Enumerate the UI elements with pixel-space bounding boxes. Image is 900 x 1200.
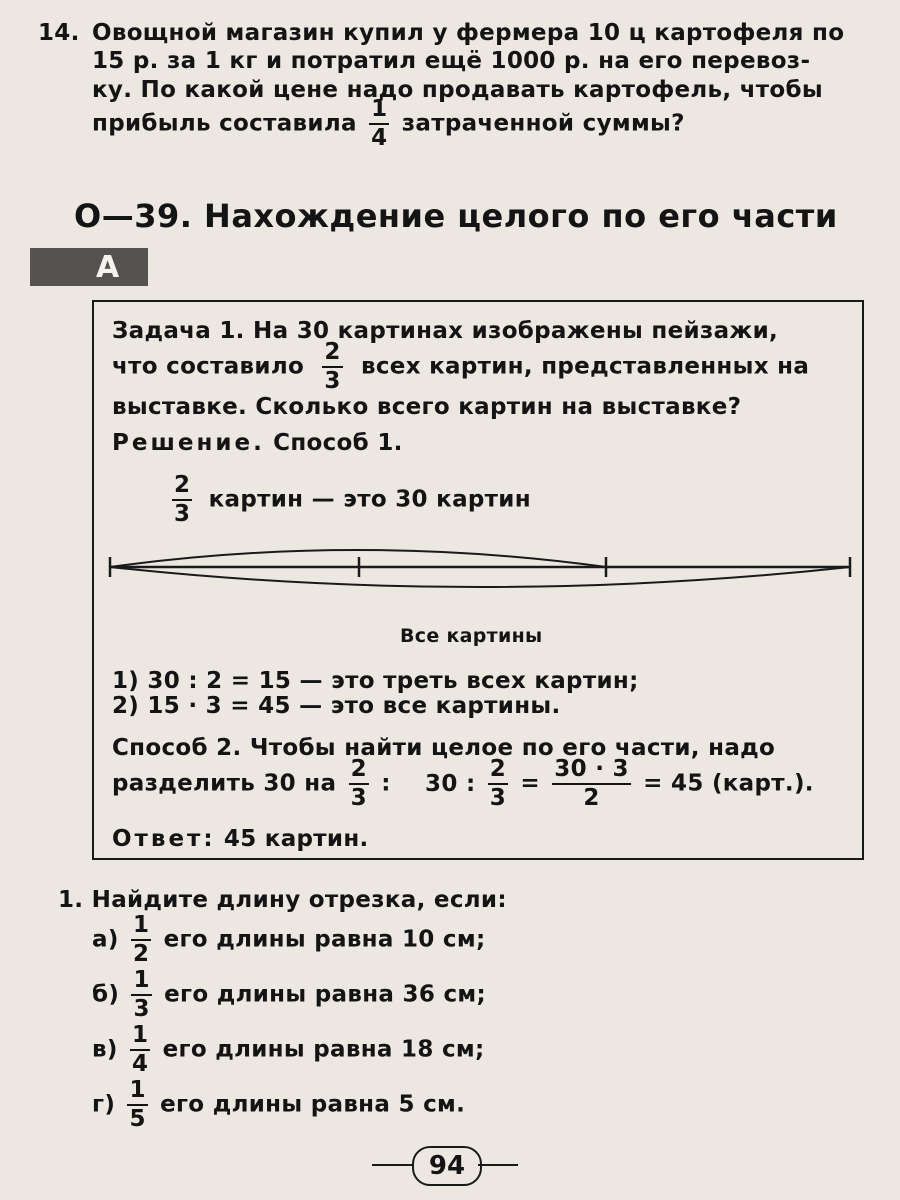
calc-fraction-1: $\frac{2}{3}$ xyxy=(489,756,507,811)
diagram-top-label xyxy=(172,474,531,526)
diagram-bottom-label: Все картины xyxy=(400,625,543,647)
answer-label: Ответ: xyxy=(112,826,216,852)
problem-14-line-3: ку. По какой цене надо продавать картофель, чтобы xyxy=(92,77,823,103)
task-1-line-2-pre: что составило xyxy=(112,353,305,380)
answer-text: 45 картин. xyxy=(223,826,369,852)
exercise-item-g xyxy=(92,1079,465,1131)
page-number: 94 xyxy=(412,1146,482,1186)
calc-result: = 45 (карт.). xyxy=(643,770,814,797)
whole-brace xyxy=(110,567,850,587)
exercise-item-letter: в) xyxy=(92,1036,118,1063)
calc-fraction-2: $\frac{30 \cdot 3}{2}$ xyxy=(554,756,629,811)
solution-heading xyxy=(112,430,403,456)
method-2-colon: : xyxy=(381,770,391,797)
calc-pre: 30 : xyxy=(425,770,476,797)
method-2-label: Способ 2. xyxy=(112,735,242,761)
method-2-fraction: $\frac{2}{3}$ xyxy=(350,756,367,811)
calc-equals: = xyxy=(520,770,540,797)
exercise-item-a xyxy=(92,914,485,966)
exercise-item-letter: г) xyxy=(92,1091,116,1118)
fraction-one-quarter: $\frac{1}{4}$ xyxy=(371,96,388,151)
exercise-item-fraction: $\frac{1}{2}$ xyxy=(132,912,150,967)
problem-14-number: 14. xyxy=(38,20,80,46)
diagram-top-text: картин — это 30 картин xyxy=(208,486,531,513)
section-title: О—39. Нахождение целого по его части xyxy=(74,197,838,235)
problem-14-line-4 xyxy=(92,98,685,150)
task-1-label: Задача 1. xyxy=(112,318,245,344)
page-number-rule-left xyxy=(372,1164,412,1166)
method-2-line-2-pre: разделить 30 на xyxy=(112,770,337,797)
solution-label: Решение. xyxy=(112,430,265,456)
method-2-line-2 xyxy=(112,758,814,810)
exercise-item-text: его длины равна 36 см; xyxy=(164,981,486,1008)
method-2-line-1-text: Чтобы найти целое по его части, надо xyxy=(249,735,776,761)
problem-14-line-2: 15 р. за 1 кг и потратил ещё 1000 р. на его перевоз- xyxy=(92,48,811,74)
problem-14-line-4-pre: прибыль составила xyxy=(92,110,357,137)
level-badge-label: А xyxy=(96,250,120,285)
problem-14-line-4-post: затраченной суммы? xyxy=(401,110,685,137)
method-1-label: Способ 1. xyxy=(273,430,403,456)
exercise-item-fraction: $\frac{1}{3}$ xyxy=(133,967,150,1022)
exercise-item-text: его длины равна 18 см; xyxy=(162,1036,485,1063)
diagram-fraction: $\frac{2}{3}$ xyxy=(174,472,191,527)
segment-diagram xyxy=(104,545,856,605)
exercise-item-fraction: $\frac{1}{4}$ xyxy=(131,1022,149,1077)
exercise-item-b xyxy=(92,969,486,1021)
answer-line xyxy=(112,826,369,852)
exercise-item-text: его длины равна 10 см; xyxy=(163,926,486,953)
task-1-line-2 xyxy=(112,341,809,393)
step-2: 2) 15 · 3 = 45 — это все картины. xyxy=(112,693,561,719)
step-1: 1) 30 : 2 = 15 — это треть всех картин; xyxy=(112,668,639,694)
task-1-line-3: выставке. Сколько всего картин на выставке? xyxy=(112,394,742,420)
exercise-item-v xyxy=(92,1024,484,1076)
exercise-item-letter: б) xyxy=(92,981,120,1008)
level-badge xyxy=(30,248,148,286)
task-1-line-2-post: всех картин, представленных на xyxy=(361,353,810,380)
problem-14-line-1: Овощной магазин купил у фермера 10 ц картофеля по xyxy=(92,20,845,46)
fraction-two-thirds: $\frac{2}{3}$ xyxy=(324,339,341,394)
task-1-line-1-text: На 30 картинах изображены пейзажи, xyxy=(253,318,779,344)
exercise-item-fraction: $\frac{1}{5}$ xyxy=(129,1077,146,1132)
exercise-item-text: его длины равна 5 см. xyxy=(160,1091,466,1118)
exercise-item-letter: а) xyxy=(92,926,119,953)
page-number-rule-right xyxy=(478,1164,518,1166)
exercise-1-title: 1. Найдите длину отрезка, если: xyxy=(58,887,507,913)
